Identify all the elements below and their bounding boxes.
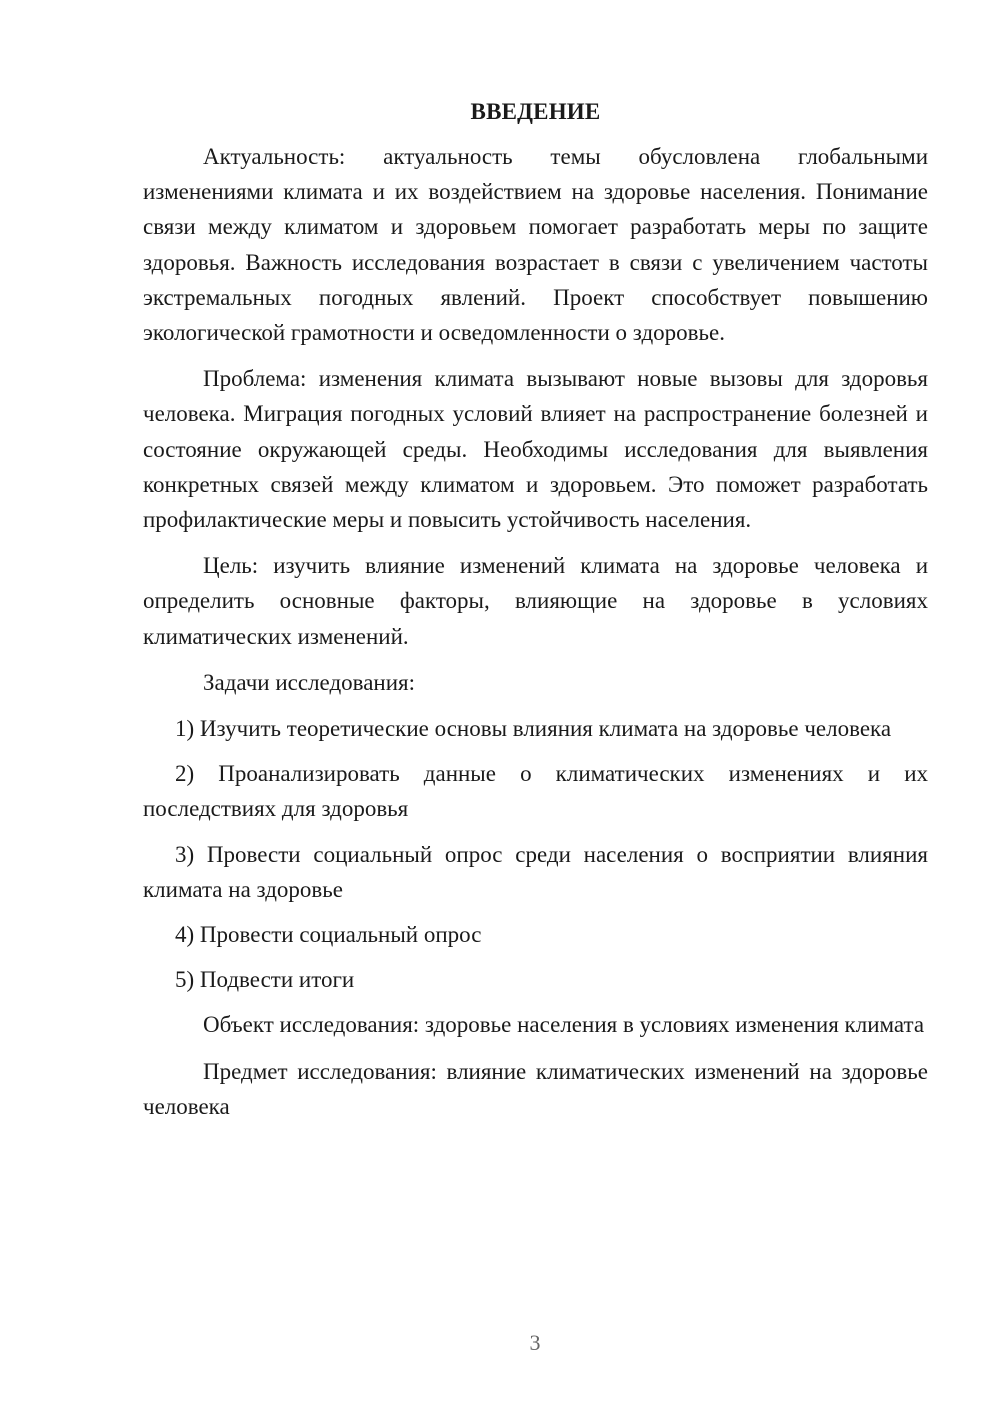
section-title: ВВЕДЕНИЕ — [470, 99, 601, 124]
tasks-list — [143, 711, 928, 997]
document-page — [143, 94, 928, 1135]
subject-paragraph: Предмет исследования: влияние климатических изменений на здоровье человека — [143, 1058, 928, 1119]
goal-paragraph: Цель: изучить влияние изменений климата на здоровье человека и определить основные факторы, влияющие на здоровье в условиях климатических изменений. — [143, 553, 928, 649]
problem-paragraph: Проблема: изменения климата вызывают новые вызовы для здоровья человека. Миграция погодных условий влияет на распространение болезней и состояние окружающей среды. Необходимы исследования для выявления конкретных связей между климатом и здоровьем. Это поможет разработать профилактические меры и повысить устойчивость населения. — [143, 366, 928, 533]
list-item: 2) Проанализировать данные о климатических изменениях и их последствиях для здоровья — [143, 761, 928, 822]
list-item: 3) Провести социальный опрос среди населения о восприятии влияния климата на здоровье — [143, 841, 928, 902]
relevance-paragraph: Актуальность: актуальность темы обусловлена глобальными изменениями климата и их воздействием на здоровье населения. Понимание связи между климатом и здоровьем помогает разработать меры по защите здоровья. Важность исследования возрастает в связи с увеличением частоты экстремальных погодных явлений. Проект способствует повышению экологической грамотности и осведомленности о здоровье. — [143, 144, 928, 346]
page-number: 3 — [529, 1330, 541, 1355]
list-item: 5) Подвести итоги — [175, 967, 355, 993]
list-item: 1) Изучить теоретические основы влияния климата на здоровье человека — [175, 716, 892, 742]
tasks-heading: Задачи исследования: — [203, 669, 416, 695]
object-paragraph: Объект исследования: здоровье населения в условиях изменения климата — [203, 1012, 925, 1038]
list-item: 4) Провести социальный опрос — [175, 922, 482, 948]
